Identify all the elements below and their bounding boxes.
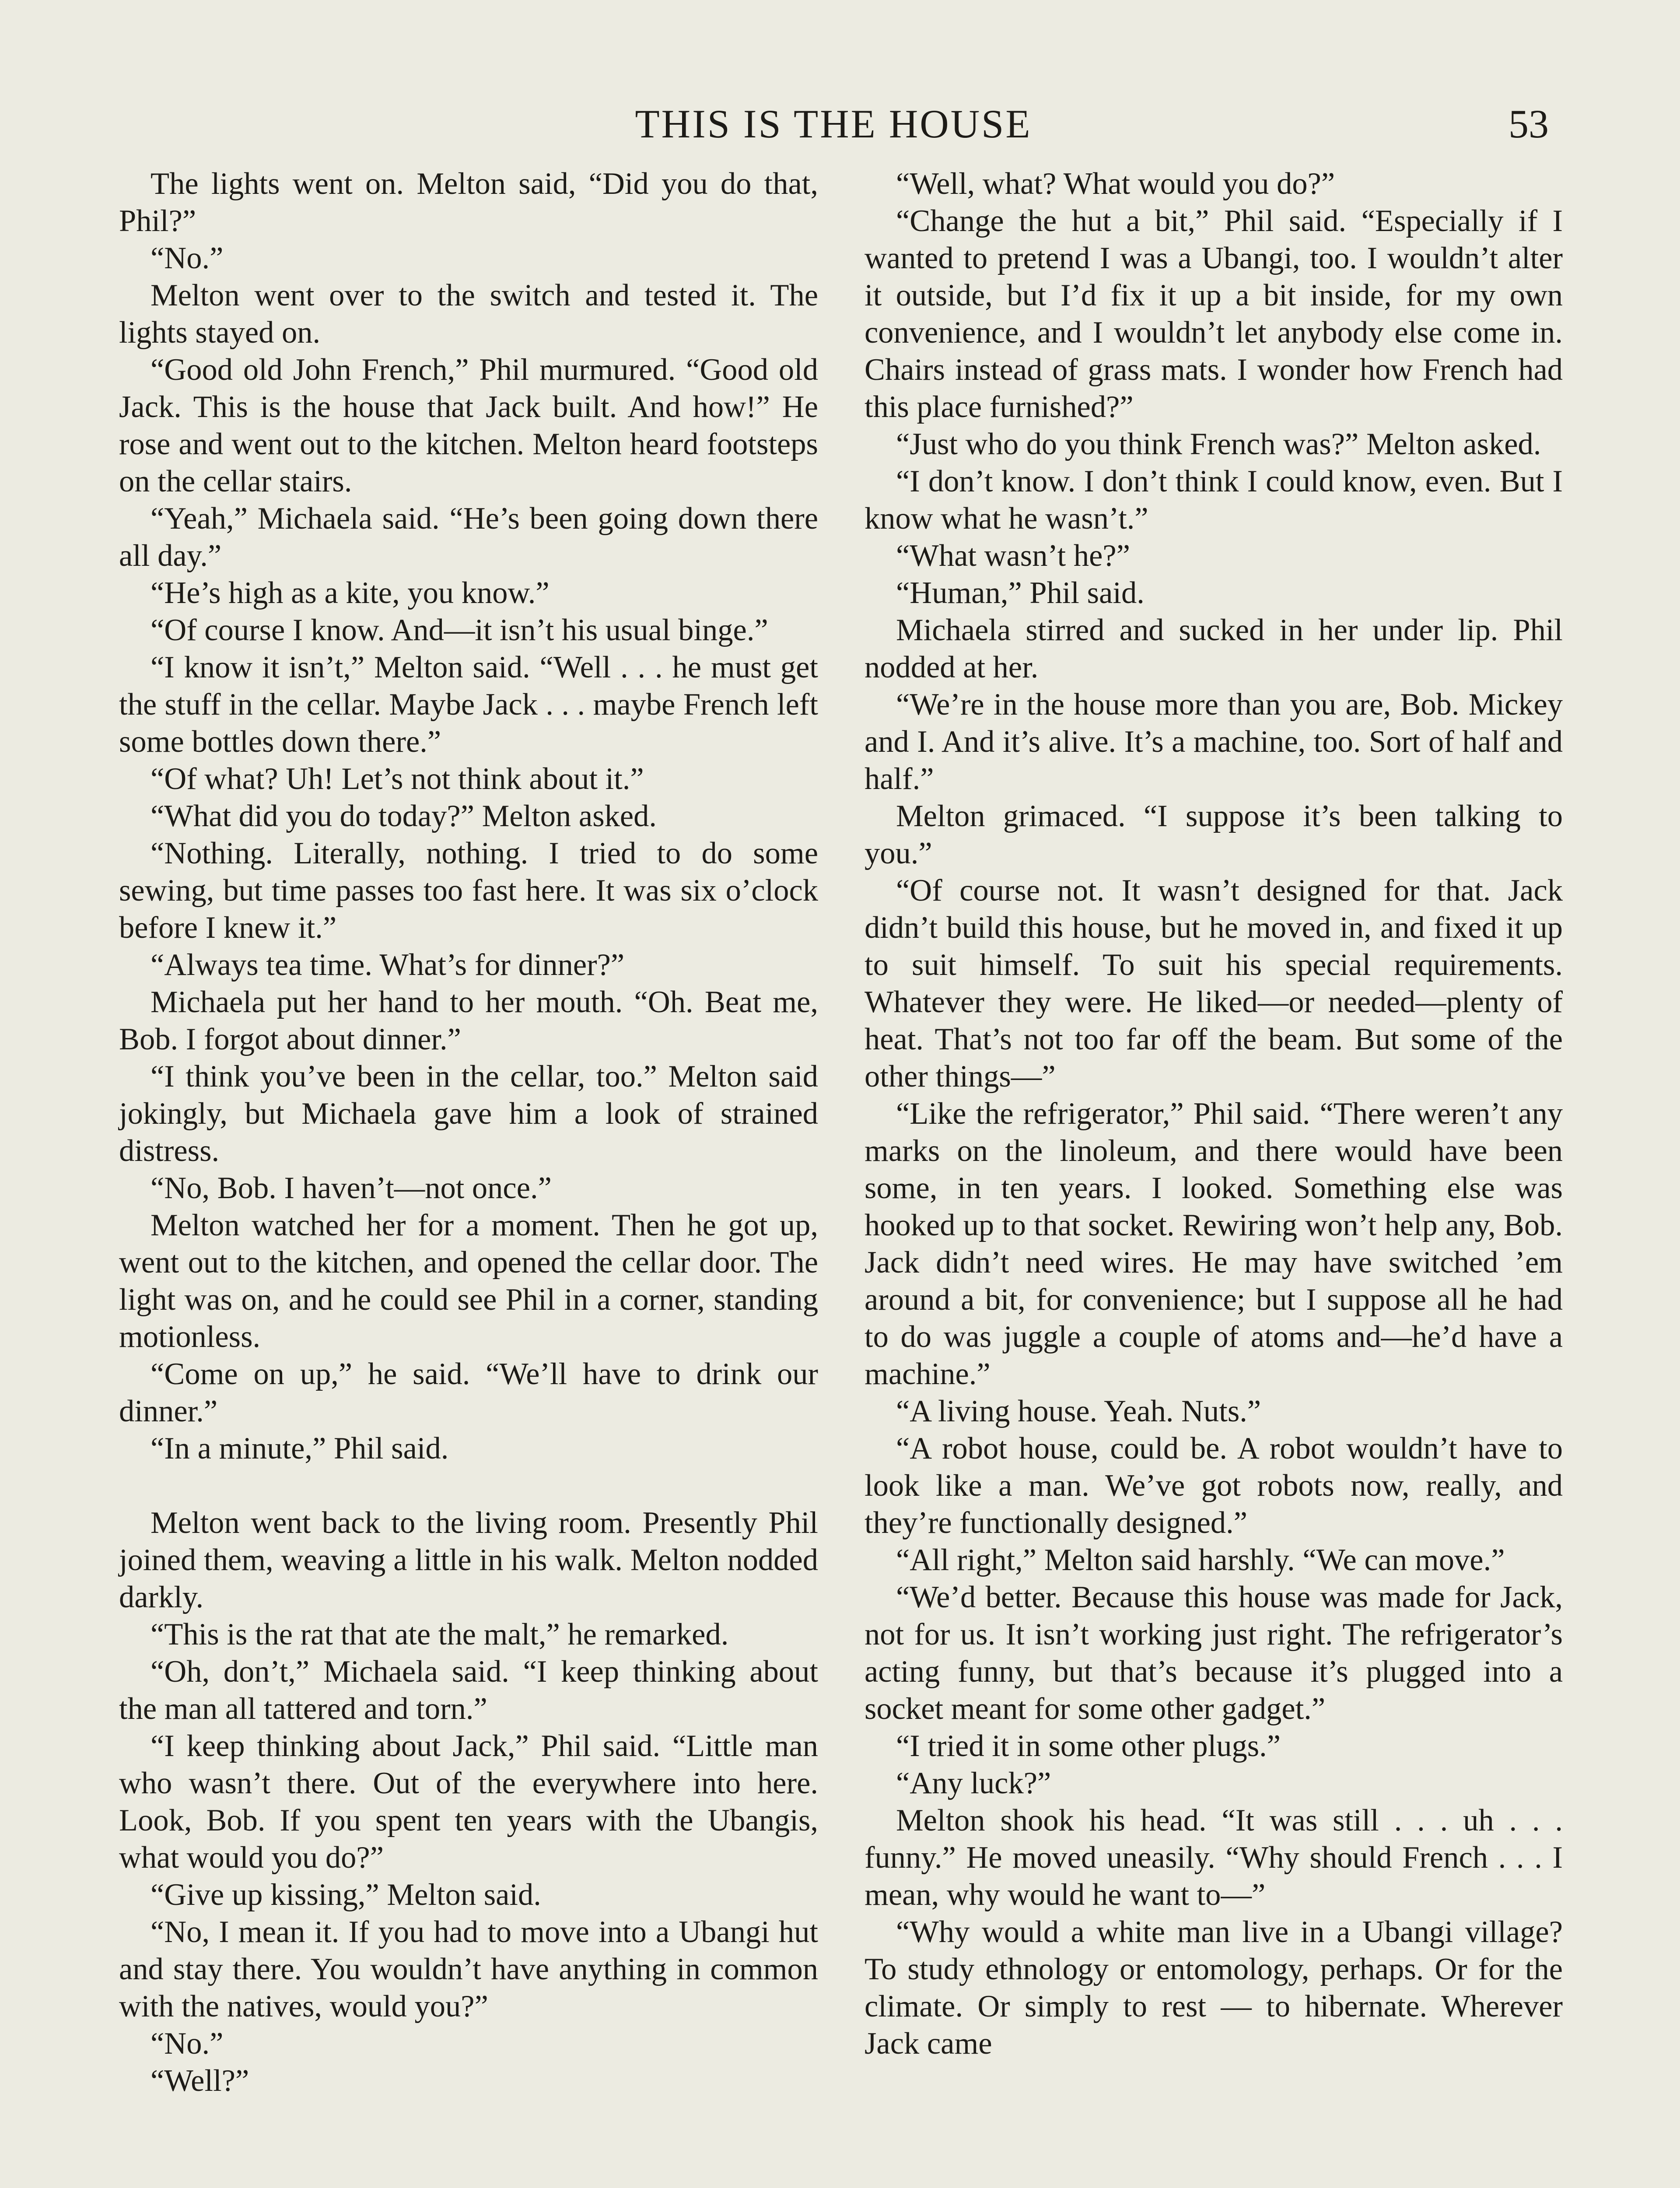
page-header: [118, 92, 1549, 153]
paragraph: “Like the refrigerator,” Phil said. “There weren’t any marks on the linoleum, and there would have been some, in ten years. I looked. Something else was hooked up to that socket. Rewiring won’t help any, Bob. Jack didn’t need wires. He may have switched ’em around a bit, for convenience; but I suppose all he had to do was juggle a couple of atoms and—he’d have a machine.”: [864, 1097, 1563, 1391]
paragraph: “Of course not. It wasn’t designed for that. Jack didn’t build this house, but he moved in, and fixed it up to suit himself. To suit his special requirements. Whatever they were. He liked—or needed—plenty of heat. That’s not too far off the beam. But some of the other things—”: [864, 873, 1563, 1094]
paragraph: “Oh, don’t,” Michaela said. “I keep thinking about the man all tattered and torn.”: [119, 1655, 818, 1726]
paragraph: “Give up kissing,” Melton said.: [150, 1878, 541, 1912]
paragraph: “Well, what? What would you do?”: [896, 167, 1335, 201]
paragraph: “Human,” Phil said.: [896, 576, 1144, 610]
paragraph: “I know it isn’t,” Melton said. “Well . . . he must get the stuff in the cellar. Maybe Jack . . . maybe French left some bottles down there.”: [119, 650, 818, 759]
paragraph: “He’s high as a kite, you know.”: [150, 576, 550, 610]
running-title: THIS IS THE HOUSE: [635, 102, 1032, 146]
paragraph: “Any luck?”: [896, 1766, 1051, 1800]
right-column: [864, 165, 1563, 2062]
paragraph: “What wasn’t he?”: [896, 539, 1130, 573]
paragraph: “A living house. Yeah. Nuts.”: [896, 1394, 1261, 1428]
paragraph: “Of what? Uh! Let’s not think about it.”: [150, 762, 644, 796]
paragraph: “Good old John French,” Phil murmured. “Good old Jack. This is the house that Jack built. And how!” He rose and went out to the kitchen. Melton heard footsteps on the cellar stairs.: [119, 353, 818, 498]
paragraph: “This is the rat that ate the malt,” he remarked.: [150, 1617, 729, 1652]
paragraph: “No, Bob. I haven’t—not once.”: [150, 1171, 552, 1205]
page-number: 53: [1508, 102, 1549, 146]
paragraph: “Come on up,” he said. “We’ll have to drink our dinner.”: [119, 1357, 818, 1428]
paragraph: “Yeah,” Michaela said. “He’s been going down there all day.”: [119, 501, 818, 573]
paragraph: Melton watched her for a moment. Then he got up, went out to the kitchen, and opened the cellar door. The light was on, and he could see Phil in a corner, standing motionless.: [119, 1208, 818, 1354]
paragraph: “Why would a white man live in a Ubangi village? To study ethnology or entomology, perhaps. Or for the climate. Or simply to rest — to hibernate. Wherever Jack came: [864, 1915, 1563, 2061]
paragraph: Melton shook his head. “It was still . . . uh . . . funny.” He moved uneasily. “Why should French . . . I mean, why would he want to—”: [864, 1803, 1563, 1912]
paragraph: “No, I mean it. If you had to move into a Ubangi hut and stay there. You wouldn’t have anything in common with the natives, would you?”: [119, 1915, 818, 2023]
paragraph: “I don’t know. I don’t think I could know, even. But I know what he wasn’t.”: [864, 464, 1563, 536]
paragraph: “Just who do you think French was?” Melton asked.: [896, 427, 1541, 461]
paragraph: “In a minute,” Phil said.: [150, 1431, 449, 1466]
paragraph: “No.”: [150, 241, 224, 275]
paragraph: “I keep thinking about Jack,” Phil said. “Little man who wasn’t there. Out of the everywhere into here. Look, Bob. If you spent ten years with the Ubangis, what would you do?”: [119, 1729, 818, 1875]
paragraph: “All right,” Melton said harshly. “We can move.”: [896, 1543, 1505, 1577]
paragraph: “I think you’ve been in the cellar, too.” Melton said jokingly, but Michaela gave him a look of strained distress.: [119, 1059, 818, 1168]
paragraph: Michaela put her hand to her mouth. “Oh. Beat me, Bob. I forgot about dinner.”: [119, 985, 818, 1056]
paragraph: Michaela stirred and sucked in her under lip. Phil nodded at her.: [864, 613, 1563, 684]
paragraph: “Of course I know. And—it isn’t his usual binge.”: [150, 613, 768, 647]
paragraph: “Change the hut a bit,” Phil said. “Especially if I wanted to pretend I was a Ubangi, too. I wouldn’t alter it outside, but I’d fix it up a bit inside, for my own convenience, and I wouldn’t let anybody else come in. Chairs instead of grass mats. I wonder how French had this place furnished?”: [864, 204, 1563, 424]
paragraph: Melton went over to the switch and tested it. The lights stayed on.: [119, 278, 818, 350]
paragraph: “Always tea time. What’s for dinner?”: [150, 948, 625, 982]
left-column: [119, 165, 818, 2100]
paragraph: “I tried it in some other plugs.”: [896, 1729, 1281, 1763]
paragraph: “We’d better. Because this house was made for Jack, not for us. It isn’t working just right. The refrigerator’s acting funny, but that’s because it’s plugged into a socket meant for some other gadget.”: [864, 1580, 1563, 1726]
paragraph: “Nothing. Literally, nothing. I tried to do some sewing, but time passes too fast here. It was six o’clock before I knew it.”: [119, 836, 818, 945]
paragraph: “A robot house, could be. A robot wouldn’t have to look like a man. We’ve got robots now, really, and they’re functionally designed.”: [864, 1431, 1563, 1540]
paragraph: “What did you do today?” Melton asked.: [150, 799, 657, 833]
paragraph: Melton grimaced. “I suppose it’s been talking to you.”: [864, 799, 1563, 870]
paragraph: Melton went back to the living room. Presently Phil joined them, weaving a little in his walk. Melton nodded darkly.: [119, 1506, 818, 1614]
paragraph: “No.”: [150, 2027, 224, 2061]
paragraph: “We’re in the house more than you are, Bob. Mickey and I. And it’s alive. It’s a machine, too. Sort of half and half.”: [864, 687, 1563, 796]
paragraph: “Well?”: [150, 2064, 249, 2098]
paragraph: The lights went on. Melton said, “Did you do that, Phil?”: [119, 167, 818, 238]
